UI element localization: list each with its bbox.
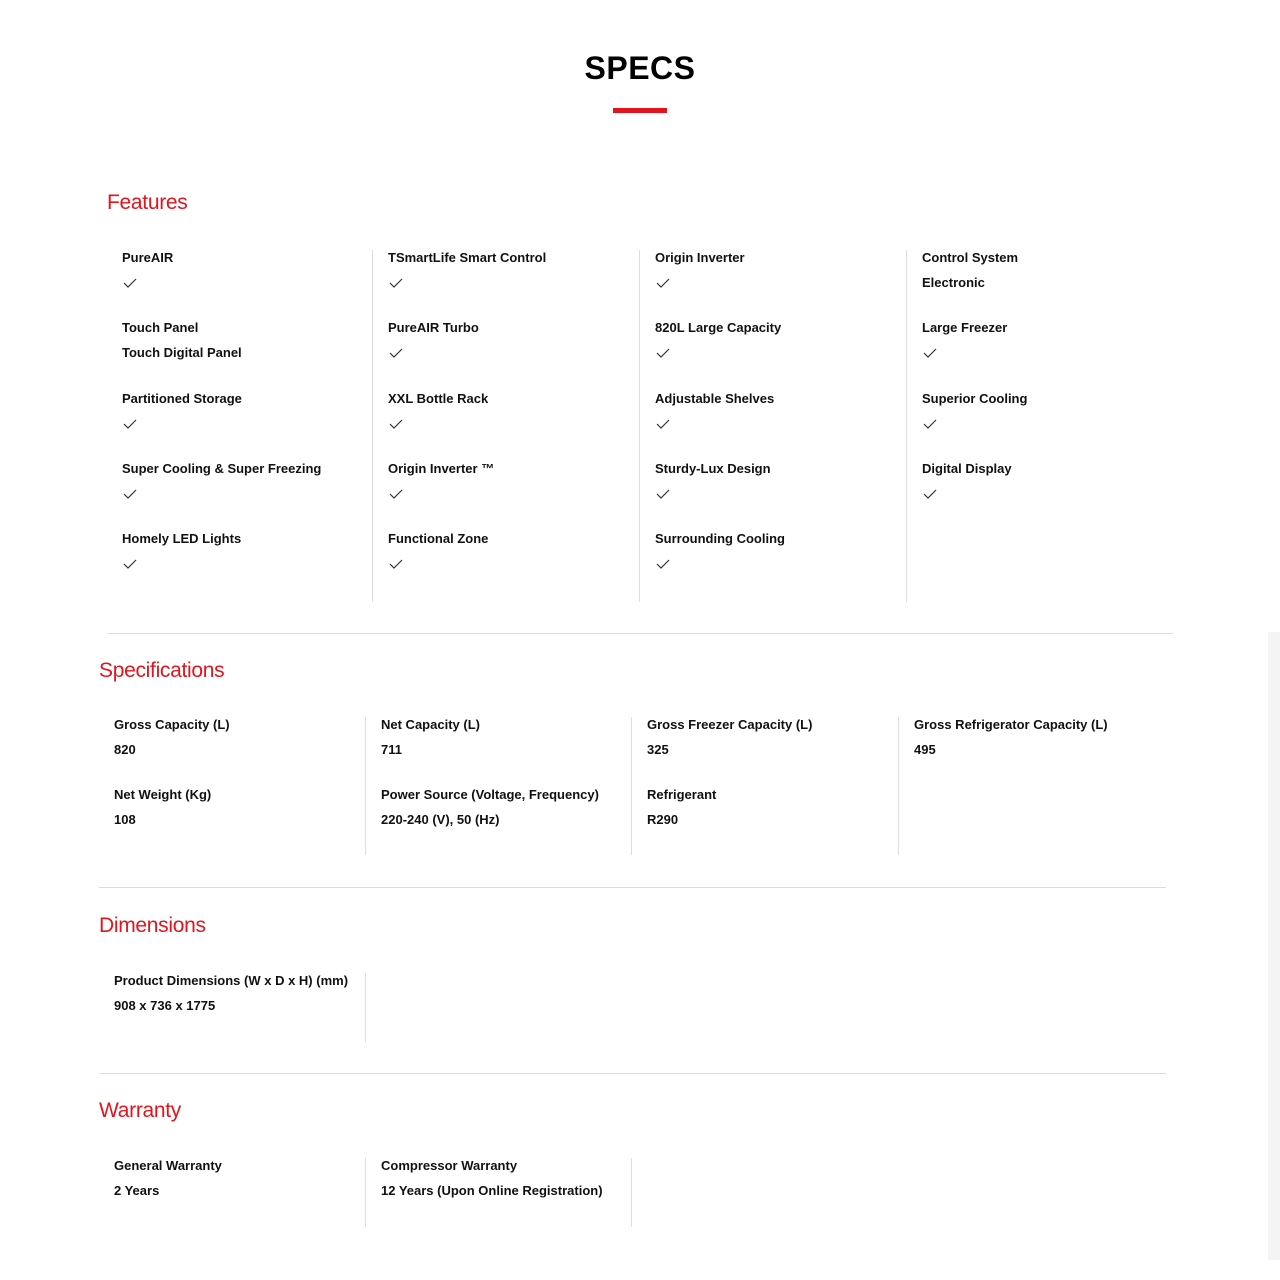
check-icon [656,419,670,429]
scrollbar-track[interactable] [1268,632,1280,1260]
spec-value: 711 [381,742,402,757]
spec-gross-capacity [114,717,364,758]
column-divider [639,250,640,602]
check-icon [923,489,937,499]
spec-value: R290 [647,812,679,827]
check-icon [656,278,670,288]
spec-gross-freezer-capacity [647,717,897,758]
spec-label: Compressor Warranty [381,1158,518,1173]
column-divider [906,250,907,602]
feature-label: Surrounding Cooling [655,531,785,546]
feature-item-adjustable-shelves [655,391,905,429]
feature-label: Origin Inverter ™ [388,461,495,476]
spec-label: General Warranty [114,1158,222,1173]
feature-item-pureair-turbo [388,320,638,358]
spec-value: 12 Years (Upon Online Registration) [381,1183,603,1198]
feature-item-control-system [922,250,1172,291]
spec-power-source [381,787,631,828]
spec-net-capacity [381,717,631,758]
spec-label: Power Source (Voltage, Frequency) [381,787,599,802]
feature-item-touch-panel [122,320,372,361]
feature-label: Sturdy-Lux Design [655,461,771,476]
check-icon [123,489,137,499]
spec-label: Gross Refrigerator Capacity (L) [914,717,1108,732]
features-heading: Features [107,191,188,214]
feature-label: Adjustable Shelves [655,391,775,406]
check-icon [389,419,403,429]
column-divider [898,717,899,855]
check-icon [923,419,937,429]
feature-label: Partitioned Storage [122,391,242,406]
feature-item-pureair [122,250,372,288]
feature-label: TSmartLife Smart Control [388,250,547,265]
feature-label: Large Freezer [922,320,1008,335]
spec-value: 495 [914,742,936,757]
check-icon [656,559,670,569]
specifications-heading: Specifications [99,659,225,682]
feature-value: Electronic [922,275,985,290]
spec-value: 908 x 736 x 1775 [114,998,216,1013]
feature-item-led-lights [122,531,372,569]
feature-item-large-capacity [655,320,905,358]
feature-label: 820L Large Capacity [655,320,782,335]
feature-label: Functional Zone [388,531,489,546]
feature-label: XXL Bottle Rack [388,391,489,406]
feature-item-large-freezer [922,320,1172,358]
spec-value: 2 Years [114,1183,160,1198]
feature-item-origin-inverter [655,250,905,288]
feature-item-sturdy-lux [655,461,905,499]
feature-item-origin-inverter-tm [388,461,638,499]
spec-label: Refrigerant [647,787,717,802]
warranty-heading: Warranty [99,1099,181,1122]
spec-label: Product Dimensions (W x D x H) (mm) [114,973,349,988]
feature-item-functional-zone [388,531,638,569]
feature-item-surrounding-cooling [655,531,905,569]
spec-value: 820 [114,742,136,757]
check-icon [123,559,137,569]
spec-net-weight [114,787,364,828]
check-icon [389,559,403,569]
column-divider [631,717,632,855]
check-icon [389,278,403,288]
column-divider [372,250,373,602]
feature-label: Homely LED Lights [122,531,242,546]
feature-label: Super Cooling & Super Freezing [122,461,322,476]
spec-general-warranty [114,1158,364,1199]
feature-label: Control System [922,250,1019,265]
check-icon [389,489,403,499]
feature-item-digital-display [922,461,1172,499]
check-icon [656,348,670,358]
column-divider [631,1158,632,1227]
feature-item-partitioned-storage [122,391,372,429]
feature-label: Origin Inverter [655,250,745,265]
check-icon [923,348,937,358]
dimensions-heading: Dimensions [99,914,206,937]
spec-value: 220-240 (V), 50 (Hz) [381,812,500,827]
check-icon [123,278,137,288]
check-icon [656,489,670,499]
spec-compressor-warranty [381,1158,631,1199]
feature-label: PureAIR [122,250,174,265]
section-divider [99,887,1166,888]
spec-label: Gross Capacity (L) [114,717,230,732]
feature-label: Superior Cooling [922,391,1028,406]
feature-item-super-cooling [122,461,372,499]
spec-label: Net Weight (Kg) [114,787,212,802]
spec-product-dimensions [114,973,364,1014]
spec-label: Gross Freezer Capacity (L) [647,717,813,732]
column-divider [365,973,366,1042]
spec-label: Net Capacity (L) [381,717,480,732]
page-title: SPECS [584,50,696,86]
feature-label: Touch Panel [122,320,199,335]
feature-label: Digital Display [922,461,1012,476]
check-icon [123,419,137,429]
spec-refrigerant [647,787,897,828]
section-divider [99,1073,1166,1074]
feature-item-tsmartlife [388,250,638,288]
check-icon [389,348,403,358]
title-underline [613,108,667,113]
spec-value: 108 [114,812,136,827]
column-divider [365,1158,366,1227]
feature-label: PureAIR Turbo [388,320,479,335]
spec-gross-refrigerator-capacity [914,717,1164,758]
feature-item-bottle-rack [388,391,638,429]
section-divider [107,633,1173,634]
column-divider [365,717,366,855]
feature-item-superior-cooling [922,391,1172,429]
feature-value: Touch Digital Panel [122,345,242,360]
spec-value: 325 [647,742,669,757]
